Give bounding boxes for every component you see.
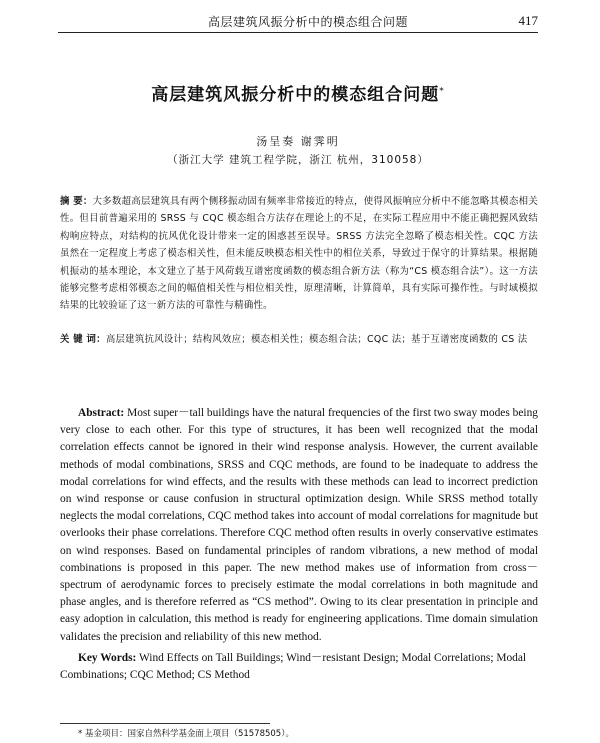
- chinese-abstract-label: 摘 要：: [60, 196, 93, 207]
- footnote-divider: [60, 723, 270, 724]
- author-affiliation: （浙江大学 建筑工程学院，浙江 杭州，310058）: [167, 154, 429, 166]
- chinese-keywords-label: 关 键 词：: [60, 334, 106, 345]
- english-keywords-text: Wind Effects on Tall Buildings; Wind－resistant Design; Modal Correlations; Modal Combinations; CQC Method; CS Method: [60, 652, 527, 682]
- paper-title-text: 高层建筑风振分析中的模态组合问题: [151, 85, 440, 105]
- english-abstract-text: Most super－tall buildings have the natural frequencies of the first two sway modes being very close to each other. For this type of structures, it has been well recognized that the modal correlation effects cannot be ignored in their wind response analysis. However, the current available methods of modal combinations, SRSS and CQC methods, are found to be inadequate to address the modal correlations for wind effects, and the results with these methods can lead to incorrect prediction on wind response or cause confusion in structural optimization design. While SRSS method totally neglects the modal correlations, CQC method takes into account of modal correlations for magnitude but overlooks their phase correlations. Therefore CQC method often results in overly conservative estimates on wind responses. Based on fundamental principles of random vibrations, a new method of modal combinations is proposed in this paper. The new method makes use of information from cross－spectrum of aerodynamic forces to precisely estimate the modal correlations in both magnitude and phase angles, and is therefore referred as “CS method”. Owing to its clear presentation in principle and easy adoption in calculation, this method is ready for engineering applications. Time domain simulation validates the precision and reliability of this new method.: [60, 407, 538, 643]
- paper-title: [58, 80, 538, 105]
- chinese-keywords: [60, 331, 538, 348]
- funding-footnote: * 基金项目：国家自然科学基金面上项目（51578505）。: [78, 729, 294, 739]
- title-footnote-mark: *: [439, 86, 445, 97]
- english-keywords: [60, 650, 538, 684]
- page-number: 417: [518, 13, 538, 28]
- author-names: 汤呈奏 谢霁明: [256, 135, 340, 148]
- english-keywords-label: Key Words:: [78, 652, 137, 664]
- chinese-keywords-text: 高层建筑抗风设计；结构风效应；模态相关性；模态组合法；CQC 法；基于互谱密度函数的 CS 法: [105, 334, 528, 345]
- chinese-abstract-text: 大多数超高层建筑具有两个侧移振动固有频率非常接近的特点，使得风振响应分析中不能忽略其模态相关性。但目前普遍采用的 SRSS 与 CQC 模态组合方法存在理论上的不足，在实际工程应用中不能正确把握风致结构响应特点，对结构的抗风优化设计带来一定的困惑甚至误导。SRSS 方法完全忽略了模态相关性。CQC 方法虽然在一定程度上考虑了模态相关性，但未能反映模态相关性中的相位关系，导致过于保守的计算结果。根据随机振动的基本理论，本文建立了基于风荷载互谱密度函数的模态组合新方法（称为“CS 模态组合法”）。这一方法能够完整考虑相邻模态之间的幅值相关性与相位相关性，原理清晰，计算简单，具有实际可操作性。与时域模拟结果的比较验证了这一新方法的可靠性与精确性。: [60, 196, 538, 312]
- running-title: 高层建筑风振分析中的模态组合问题: [208, 15, 409, 29]
- english-abstract: [60, 405, 538, 646]
- running-header: [58, 12, 538, 33]
- chinese-abstract: [60, 193, 538, 315]
- english-abstract-label: Abstract:: [78, 407, 125, 419]
